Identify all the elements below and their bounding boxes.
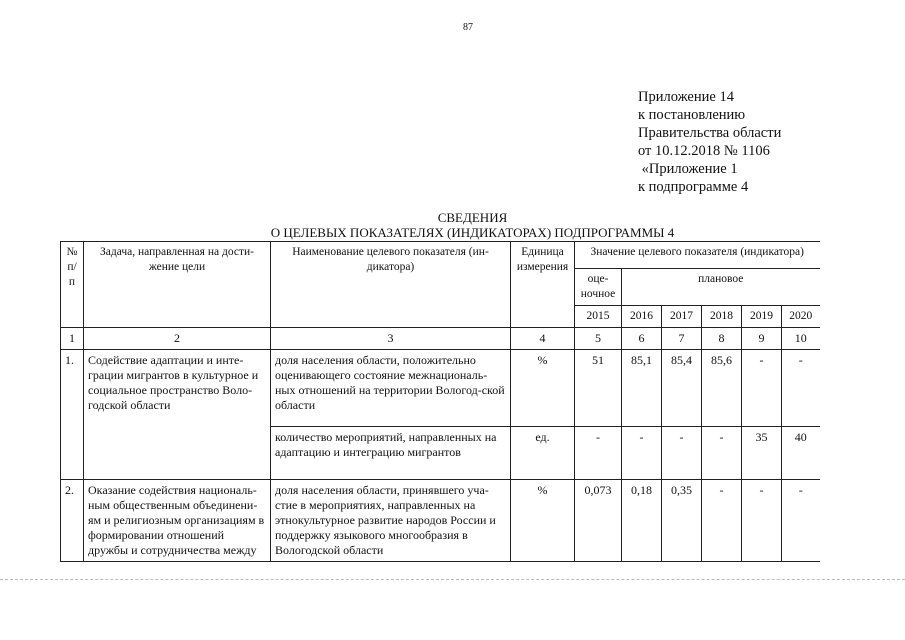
document-heading: [0, 210, 905, 240]
header-value: Значение целевого показателя (индикатора): [575, 242, 820, 269]
indicator-value: -: [575, 427, 622, 480]
column-number: 10: [782, 328, 820, 350]
appendix-line: Правительства области: [638, 125, 782, 141]
row-number: 2.: [61, 480, 84, 562]
page-number: 87: [463, 22, 473, 33]
appendix-line: к постановлению: [638, 107, 746, 123]
header-row: [61, 242, 820, 269]
header-year: 2017: [662, 306, 702, 328]
indicator-name: количество мероприятий, направленных на адаптацию и интеграцию мигрантов: [271, 427, 511, 480]
column-number: 1: [61, 328, 84, 350]
column-number: 5: [575, 328, 622, 350]
page-crop-edge: [0, 579, 905, 580]
appendix-block: [638, 88, 781, 196]
indicator-value: 35: [742, 427, 782, 480]
header-num: № п/п: [61, 242, 84, 328]
indicator-value: 85,4: [662, 350, 702, 427]
header-estimated: оце-ночное: [575, 269, 622, 306]
appendix-line: от 10.12.2018 № 1106: [638, 143, 770, 159]
indicator-unit: %: [511, 480, 575, 562]
column-number: 6: [622, 328, 662, 350]
indicator-value: 40: [782, 427, 820, 480]
row-number: 1.: [61, 350, 84, 480]
heading-title: СВЕДЕНИЯ: [437, 210, 508, 225]
column-number-row: [61, 328, 820, 350]
indicator-value: -: [742, 350, 782, 427]
column-number: 4: [511, 328, 575, 350]
header-indicator-name: Наименование целевого показателя (ин-дикатора): [271, 242, 511, 328]
indicator-value: -: [782, 480, 820, 562]
table-row: [61, 480, 820, 562]
indicator-value: 85,1: [622, 350, 662, 427]
indicator-unit: ед.: [511, 427, 575, 480]
indicator-value: -: [782, 350, 820, 427]
indicator-name: доля населения области, положительно оценивающего состояние межнациональ-ных отношений на территории Вологод-ской области: [271, 350, 511, 427]
row-task: Содействие адаптации и инте-грации мигрантов в культурное и социальное пространство Воло-годской области: [84, 350, 271, 480]
column-number: 2: [84, 328, 271, 350]
header-year: 2015: [575, 306, 622, 328]
column-number: 7: [662, 328, 702, 350]
appendix-line: Приложение 14: [638, 89, 734, 105]
indicator-value: 0,073: [575, 480, 622, 562]
appendix-line: «Приложение 1: [638, 161, 738, 177]
indicator-value: -: [702, 427, 742, 480]
header-year: 2020: [782, 306, 820, 328]
header-year: 2018: [702, 306, 742, 328]
indicator-value: 85,6: [702, 350, 742, 427]
indicator-value: -: [702, 480, 742, 562]
indicator-value: -: [622, 427, 662, 480]
indicator-name: доля населения области, принявшего уча-стие в мероприятиях, направленных на этнокультурное развитие народов России и поддержку языкового многообразия в Вологодской области: [271, 480, 511, 562]
indicators-table: [60, 241, 820, 562]
appendix-line: к подпрограмме 4: [638, 179, 749, 195]
heading-subtitle: О ЦЕЛЕВЫХ ПОКАЗАТЕЛЯХ (ИНДИКАТОРАХ) ПОДПРОГРАММЫ 4: [270, 225, 675, 240]
header-year: 2019: [742, 306, 782, 328]
header-planned: плановое: [622, 269, 820, 306]
header-year: 2016: [622, 306, 662, 328]
header-unit: Единица измерения: [511, 242, 575, 328]
indicator-value: -: [742, 480, 782, 562]
indicator-value: 0,18: [622, 480, 662, 562]
column-number: 8: [702, 328, 742, 350]
indicator-value: -: [662, 427, 702, 480]
row-task: Оказание содействия националь-ным общественным объединени-ям и религиозным организациям в формировании отношений дружбы и сотрудничества между: [84, 480, 271, 562]
indicator-unit: %: [511, 350, 575, 427]
column-number: 3: [271, 328, 511, 350]
indicator-value: 51: [575, 350, 622, 427]
column-number: 9: [742, 328, 782, 350]
header-task: Задача, направленная на дости-жение цели: [84, 242, 271, 328]
indicator-value: 0,35: [662, 480, 702, 562]
table-row: [61, 350, 820, 427]
